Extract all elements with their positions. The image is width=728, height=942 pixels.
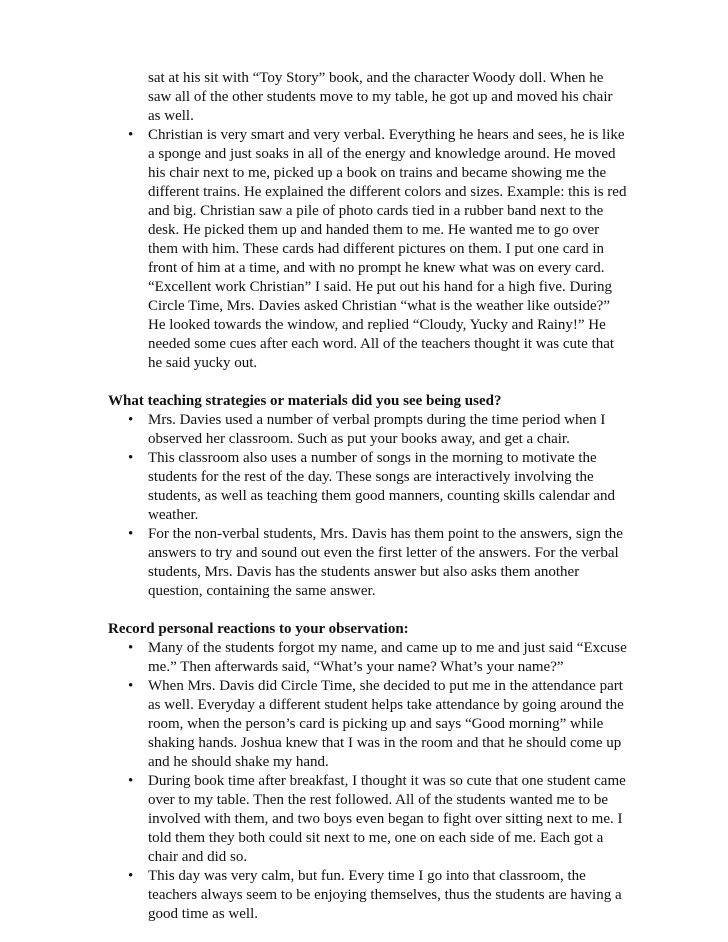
bullet-icon: •	[128, 640, 134, 656]
list-item-text: During book time after breakfast, I thought it was so cute that one student came over to my table. Then the rest followed. All of the students wanted me to be involved with them, and two boys even began to fight over sitting next to me. I told them they both could sit next to me, one on each side of me. Each got a chair and did so.	[148, 773, 626, 865]
list-item	[108, 126, 628, 373]
bullet-icon: •	[128, 773, 134, 789]
list-item	[108, 677, 628, 772]
list-item	[108, 867, 628, 924]
list-item-text: Mrs. Davies used a number of verbal prompts during the time period when I observed her classroom. Such as put your books away, and get a chair.	[148, 412, 606, 447]
reactions-bullet-list	[108, 639, 628, 924]
bullet-icon: •	[128, 526, 134, 542]
list-item-text: This classroom also uses a number of songs in the morning to motivate the students for the rest of the day. These songs are interactively involving the students, as well as teaching them good manners, counting skills calendar and weather.	[148, 450, 615, 523]
reactions-heading: Record personal reactions to your observation:	[108, 621, 409, 637]
teaching-heading: What teaching strategies or materials did you see being used?	[108, 393, 502, 409]
page-body	[108, 69, 628, 924]
list-item	[108, 411, 628, 449]
list-item-text: Christian is very smart and very verbal. Everything he hears and sees, he is like a sponge and just soaks in all of the energy and knowledge around. He moved his chair next to me, picked up a book on trains and became showing me the different trains. He explained the different colors and sizes. Example: this is red and big. Christian saw a pile of photo cards tied in a rubber band next to the desk. He picked them up and handed them to me. He wanted me to go over them with him. These cards had different pictures on them. I put one card in front of him at a time, and with no prompt he knew what was on every card. “Excellent work Christian” I said. He put out his hand for a high five. During Circle Time, Mrs. Davies asked Christian “what is the weather like outside?” He looked towards the window, and replied “Cloudy, Yucky and Rainy!” He needed some cues after each word. All of the teachers thought it was cute that he said yucky out.	[148, 127, 627, 371]
list-item	[108, 449, 628, 525]
bullet-icon: •	[128, 450, 134, 466]
intro-bullet-list	[108, 126, 628, 373]
list-item-text: For the non-verbal students, Mrs. Davis has them point to the answers, sign the answers to try and sound out even the first letter of the answers. For the verbal students, Mrs. Davis has the students answer but also asks them another question, containing the same answer.	[148, 526, 623, 599]
list-item	[108, 639, 628, 677]
teaching-bullet-list	[108, 411, 628, 601]
bullet-icon: •	[128, 868, 134, 884]
reactions-section	[108, 620, 628, 924]
list-item	[108, 772, 628, 867]
bullet-icon: •	[128, 412, 134, 428]
bullet-icon: •	[128, 127, 134, 143]
list-item-text: This day was very calm, but fun. Every time I go into that classroom, the teachers always seem to be enjoying themselves, thus the students are having a good time as well.	[148, 868, 622, 922]
list-item-text: Many of the students forgot my name, and came up to me and just said “Excuse me.” Then afterwards said, “What’s your name? What’s your name?”	[148, 640, 627, 675]
list-item-text: When Mrs. Davis did Circle Time, she decided to put me in the attendance part as well. Everyday a different student helps take attendance by going around the room, when the person’s card is picking up and says “Good morning” while shaking hands. Joshua knew that I was in the room and that he should come up and he should shake my hand.	[148, 678, 624, 770]
continuation-paragraph: sat at his sit with “Toy Story” book, and the character Woody doll. When he saw all of the other students move to my table, he got up and moved his chair as well.	[148, 70, 613, 124]
teaching-section	[108, 392, 628, 601]
bullet-icon: •	[128, 678, 134, 694]
list-item	[108, 525, 628, 601]
